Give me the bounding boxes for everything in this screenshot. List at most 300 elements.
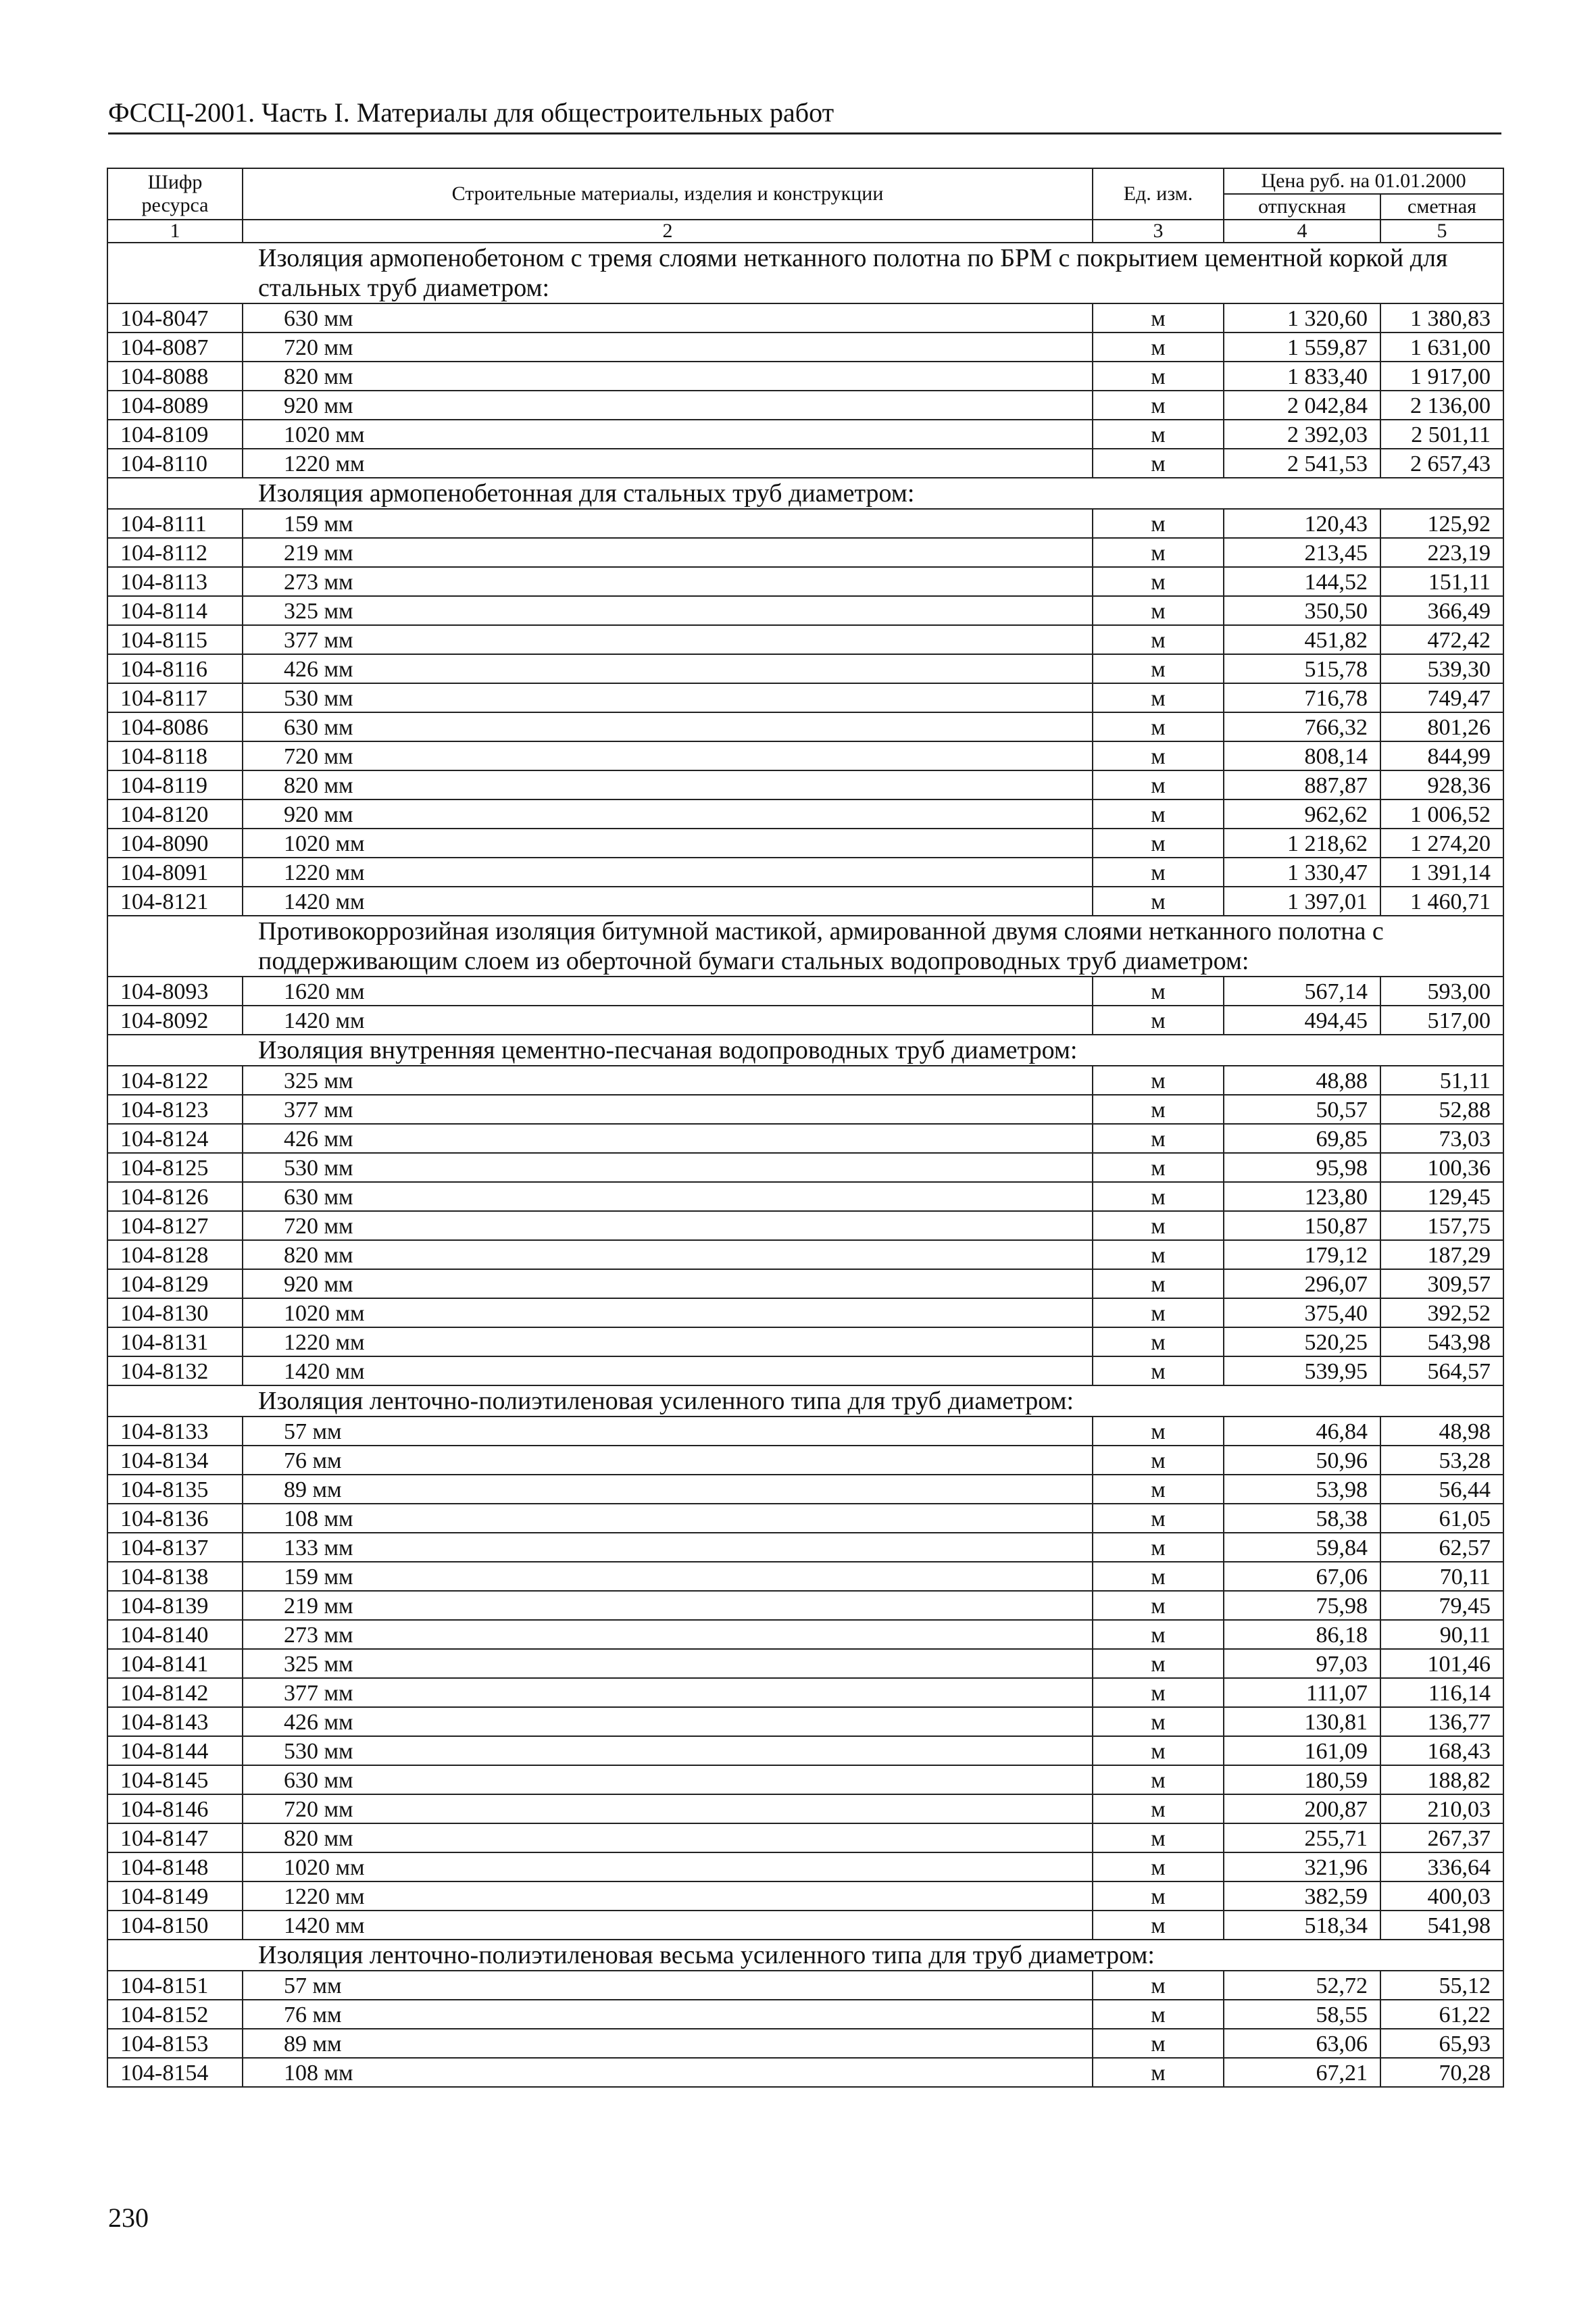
estimate-price: 564,57 <box>1380 1356 1503 1385</box>
unit: м <box>1093 1153 1224 1182</box>
table-row <box>107 858 1503 887</box>
unit: м <box>1093 333 1224 362</box>
table-body <box>107 243 1503 2087</box>
resource-code: 104-8139 <box>107 1591 243 1620</box>
release-price: 1 330,47 <box>1224 858 1380 887</box>
item-name: 1220 мм <box>243 1327 1093 1356</box>
table-row <box>107 741 1503 770</box>
unit: м <box>1093 1417 1224 1446</box>
estimate-price: 51,11 <box>1380 1066 1503 1095</box>
resource-code: 104-8151 <box>107 1971 243 2000</box>
table-row <box>107 1562 1503 1591</box>
estimate-price: 1 460,71 <box>1380 887 1503 916</box>
release-price: 67,06 <box>1224 1562 1380 1591</box>
item-name: 1420 мм <box>243 887 1093 916</box>
section-header-row <box>107 478 1503 509</box>
unit: м <box>1093 2058 1224 2087</box>
table-row <box>107 1971 1503 2000</box>
resource-code: 104-8132 <box>107 1356 243 1385</box>
estimate-price: 267,37 <box>1380 1823 1503 1852</box>
item-name: 76 мм <box>243 1446 1093 1475</box>
header-release-price: отпускная <box>1224 194 1380 220</box>
estimate-price: 1 391,14 <box>1380 858 1503 887</box>
release-price: 515,78 <box>1224 654 1380 683</box>
table-row <box>107 683 1503 712</box>
resource-code: 104-8114 <box>107 596 243 625</box>
item-name: 720 мм <box>243 741 1093 770</box>
item-name: 530 мм <box>243 1736 1093 1765</box>
resource-code: 104-8112 <box>107 538 243 567</box>
item-name: 325 мм <box>243 1066 1093 1095</box>
item-name: 159 мм <box>243 509 1093 538</box>
release-price: 1 320,60 <box>1224 303 1380 333</box>
estimate-price: 53,28 <box>1380 1446 1503 1475</box>
unit: м <box>1093 1591 1224 1620</box>
release-price: 518,34 <box>1224 1911 1380 1940</box>
release-price: 144,52 <box>1224 567 1380 596</box>
item-name: 720 мм <box>243 1794 1093 1823</box>
release-price: 53,98 <box>1224 1475 1380 1504</box>
resource-code: 104-8089 <box>107 391 243 420</box>
section-header-row <box>107 1035 1503 1066</box>
resource-code: 104-8147 <box>107 1823 243 1852</box>
estimate-price: 749,47 <box>1380 683 1503 712</box>
resource-code: 104-8113 <box>107 567 243 596</box>
unit: м <box>1093 1124 1224 1153</box>
release-price: 539,95 <box>1224 1356 1380 1385</box>
release-price: 567,14 <box>1224 977 1380 1006</box>
unit: м <box>1093 1707 1224 1736</box>
item-name: 820 мм <box>243 770 1093 799</box>
item-name: 1020 мм <box>243 420 1093 449</box>
table-row <box>107 829 1503 858</box>
unit: м <box>1093 1327 1224 1356</box>
table-row <box>107 333 1503 362</box>
unit: м <box>1093 683 1224 712</box>
release-price: 1 218,62 <box>1224 829 1380 858</box>
item-name: 820 мм <box>243 1240 1093 1269</box>
release-price: 75,98 <box>1224 1591 1380 1620</box>
estimate-price: 1 631,00 <box>1380 333 1503 362</box>
release-price: 69,85 <box>1224 1124 1380 1153</box>
unit: м <box>1093 1562 1224 1591</box>
resource-code: 104-8131 <box>107 1327 243 1356</box>
unit: м <box>1093 1533 1224 1562</box>
release-price: 716,78 <box>1224 683 1380 712</box>
resource-code: 104-8129 <box>107 1269 243 1298</box>
item-name: 133 мм <box>243 1533 1093 1562</box>
unit: м <box>1093 977 1224 1006</box>
estimate-price: 61,22 <box>1380 2000 1503 2029</box>
table-row <box>107 509 1503 538</box>
table-row <box>107 538 1503 567</box>
header-price: Цена руб. на 01.01.2000 <box>1224 168 1503 194</box>
release-price: 48,88 <box>1224 1066 1380 1095</box>
resource-code: 104-8125 <box>107 1153 243 1182</box>
unit: м <box>1093 1971 1224 2000</box>
section-title: Изоляция армопенобетонная для стальных труб диаметром: <box>107 478 1503 509</box>
unit: м <box>1093 1678 1224 1707</box>
header-name: Строительные материалы, изделия и конструкции <box>243 168 1093 220</box>
estimate-price: 210,03 <box>1380 1794 1503 1823</box>
item-name: 426 мм <box>243 1707 1093 1736</box>
resource-code: 104-8115 <box>107 625 243 654</box>
release-price: 130,81 <box>1224 1707 1380 1736</box>
resource-code: 104-8088 <box>107 362 243 391</box>
column-number: 2 <box>243 220 1093 243</box>
item-name: 377 мм <box>243 1095 1093 1124</box>
table-row <box>107 1417 1503 1446</box>
unit: м <box>1093 391 1224 420</box>
unit: м <box>1093 1240 1224 1269</box>
item-name: 720 мм <box>243 1211 1093 1240</box>
release-price: 321,96 <box>1224 1852 1380 1881</box>
unit: м <box>1093 1269 1224 1298</box>
release-price: 52,72 <box>1224 1971 1380 2000</box>
table-row <box>107 1153 1503 1182</box>
resource-code: 104-8141 <box>107 1649 243 1678</box>
estimate-price: 2 657,43 <box>1380 449 1503 478</box>
unit: м <box>1093 1881 1224 1911</box>
item-name: 1420 мм <box>243 1356 1093 1385</box>
resource-code: 104-8134 <box>107 1446 243 1475</box>
release-price: 111,07 <box>1224 1678 1380 1707</box>
page-title: ФССЦ-2001. Часть I. Материалы для общестроительных работ <box>108 97 834 128</box>
resource-code: 104-8093 <box>107 977 243 1006</box>
release-price: 67,21 <box>1224 2058 1380 2087</box>
estimate-price: 70,28 <box>1380 2058 1503 2087</box>
unit: м <box>1093 712 1224 741</box>
item-name: 630 мм <box>243 712 1093 741</box>
resource-code: 104-8111 <box>107 509 243 538</box>
item-name: 219 мм <box>243 538 1093 567</box>
item-name: 377 мм <box>243 625 1093 654</box>
table-row <box>107 977 1503 1006</box>
release-price: 123,80 <box>1224 1182 1380 1211</box>
resource-code: 104-8124 <box>107 1124 243 1153</box>
unit: м <box>1093 1356 1224 1385</box>
release-price: 58,38 <box>1224 1504 1380 1533</box>
table-row <box>107 1475 1503 1504</box>
table-row <box>107 1327 1503 1356</box>
unit: м <box>1093 1298 1224 1327</box>
estimate-price: 100,36 <box>1380 1153 1503 1182</box>
release-price: 1 833,40 <box>1224 362 1380 391</box>
unit: м <box>1093 449 1224 478</box>
estimate-price: 61,05 <box>1380 1504 1503 1533</box>
table-row <box>107 1765 1503 1794</box>
table-row <box>107 770 1503 799</box>
estimate-price: 517,00 <box>1380 1006 1503 1035</box>
header-code: Шифр ресурса <box>107 168 243 220</box>
resource-code: 104-8149 <box>107 1881 243 1911</box>
release-price: 887,87 <box>1224 770 1380 799</box>
page-number: 230 <box>108 2202 149 2233</box>
release-price: 494,45 <box>1224 1006 1380 1035</box>
release-price: 86,18 <box>1224 1620 1380 1649</box>
unit: м <box>1093 1649 1224 1678</box>
item-name: 426 мм <box>243 1124 1093 1153</box>
resource-code: 104-8087 <box>107 333 243 362</box>
unit: м <box>1093 1794 1224 1823</box>
unit: м <box>1093 858 1224 887</box>
section-header-row <box>107 1385 1503 1417</box>
table-row <box>107 654 1503 683</box>
resource-code: 104-8140 <box>107 1620 243 1649</box>
table-head <box>107 168 1503 243</box>
item-name: 108 мм <box>243 1504 1093 1533</box>
resource-code: 104-8092 <box>107 1006 243 1035</box>
estimate-price: 844,99 <box>1380 741 1503 770</box>
unit: м <box>1093 799 1224 829</box>
price-table <box>107 168 1504 2088</box>
item-name: 325 мм <box>243 596 1093 625</box>
table-row <box>107 1736 1503 1765</box>
item-name: 1420 мм <box>243 1911 1093 1940</box>
item-name: 1220 мм <box>243 449 1093 478</box>
release-price: 46,84 <box>1224 1417 1380 1446</box>
release-price: 350,50 <box>1224 596 1380 625</box>
release-price: 1 397,01 <box>1224 887 1380 916</box>
resource-code: 104-8144 <box>107 1736 243 1765</box>
table-row <box>107 596 1503 625</box>
table-row <box>107 1911 1503 1940</box>
release-price: 180,59 <box>1224 1765 1380 1794</box>
estimate-price: 101,46 <box>1380 1649 1503 1678</box>
unit: м <box>1093 1095 1224 1124</box>
page-header <box>108 96 1501 134</box>
estimate-price: 157,75 <box>1380 1211 1503 1240</box>
column-number: 1 <box>107 220 243 243</box>
estimate-price: 125,92 <box>1380 509 1503 538</box>
table-row <box>107 1591 1503 1620</box>
resource-code: 104-8123 <box>107 1095 243 1124</box>
release-price: 213,45 <box>1224 538 1380 567</box>
item-name: 820 мм <box>243 362 1093 391</box>
release-price: 120,43 <box>1224 509 1380 538</box>
resource-code: 104-8130 <box>107 1298 243 1327</box>
item-name: 920 мм <box>243 1269 1093 1298</box>
estimate-price: 55,12 <box>1380 1971 1503 2000</box>
table-row <box>107 887 1503 916</box>
item-name: 720 мм <box>243 333 1093 362</box>
resource-code: 104-8122 <box>107 1066 243 1095</box>
unit: м <box>1093 741 1224 770</box>
resource-code: 104-8127 <box>107 1211 243 1240</box>
release-price: 2 392,03 <box>1224 420 1380 449</box>
header-unit: Ед. изм. <box>1093 168 1224 220</box>
table-row <box>107 2029 1503 2058</box>
unit: м <box>1093 1823 1224 1852</box>
resource-code: 104-8091 <box>107 858 243 887</box>
resource-code: 104-8120 <box>107 799 243 829</box>
estimate-price: 223,19 <box>1380 538 1503 567</box>
table-row <box>107 1240 1503 1269</box>
estimate-price: 116,14 <box>1380 1678 1503 1707</box>
item-name: 1020 мм <box>243 829 1093 858</box>
table-row <box>107 391 1503 420</box>
section-title: Изоляция ленточно-полиэтиленовая весьма усиленного типа для труб диаметром: <box>107 1940 1503 1971</box>
table-row <box>107 1794 1503 1823</box>
table-row <box>107 799 1503 829</box>
estimate-price: 136,77 <box>1380 1707 1503 1736</box>
unit: м <box>1093 303 1224 333</box>
unit: м <box>1093 567 1224 596</box>
resource-code: 104-8133 <box>107 1417 243 1446</box>
release-price: 58,55 <box>1224 2000 1380 2029</box>
table-row <box>107 1124 1503 1153</box>
section-title: Изоляция внутренняя цементно-песчаная водопроводных труб диаметром: <box>107 1035 1503 1066</box>
estimate-price: 928,36 <box>1380 770 1503 799</box>
estimate-price: 48,98 <box>1380 1417 1503 1446</box>
resource-code: 104-8152 <box>107 2000 243 2029</box>
estimate-price: 543,98 <box>1380 1327 1503 1356</box>
release-price: 296,07 <box>1224 1269 1380 1298</box>
column-number: 3 <box>1093 220 1224 243</box>
resource-code: 104-8128 <box>107 1240 243 1269</box>
table-row <box>107 1852 1503 1881</box>
unit: м <box>1093 1475 1224 1504</box>
table-row <box>107 1269 1503 1298</box>
estimate-price: 129,45 <box>1380 1182 1503 1211</box>
unit: м <box>1093 887 1224 916</box>
column-number: 4 <box>1224 220 1380 243</box>
release-price: 766,32 <box>1224 712 1380 741</box>
unit: м <box>1093 1852 1224 1881</box>
resource-code: 104-8142 <box>107 1678 243 1707</box>
release-price: 200,87 <box>1224 1794 1380 1823</box>
unit: м <box>1093 770 1224 799</box>
unit: м <box>1093 1446 1224 1475</box>
section-title: Изоляция ленточно-полиэтиленовая усиленного типа для труб диаметром: <box>107 1385 1503 1417</box>
table-row <box>107 362 1503 391</box>
table-row <box>107 567 1503 596</box>
release-price: 161,09 <box>1224 1736 1380 1765</box>
estimate-price: 336,64 <box>1380 1852 1503 1881</box>
estimate-price: 73,03 <box>1380 1124 1503 1153</box>
resource-code: 104-8119 <box>107 770 243 799</box>
unit: м <box>1093 1765 1224 1794</box>
estimate-price: 472,42 <box>1380 625 1503 654</box>
section-header-row <box>107 243 1503 303</box>
resource-code: 104-8145 <box>107 1765 243 1794</box>
estimate-price: 56,44 <box>1380 1475 1503 1504</box>
unit: м <box>1093 2029 1224 2058</box>
item-name: 273 мм <box>243 567 1093 596</box>
resource-code: 104-8109 <box>107 420 243 449</box>
column-number: 5 <box>1380 220 1503 243</box>
resource-code: 104-8143 <box>107 1707 243 1736</box>
estimate-price: 593,00 <box>1380 977 1503 1006</box>
estimate-price: 2 501,11 <box>1380 420 1503 449</box>
resource-code: 104-8154 <box>107 2058 243 2087</box>
unit: м <box>1093 625 1224 654</box>
resource-code: 104-8118 <box>107 741 243 770</box>
table-row <box>107 1504 1503 1533</box>
item-name: 426 мм <box>243 654 1093 683</box>
resource-code: 104-8117 <box>107 683 243 712</box>
unit: м <box>1093 1736 1224 1765</box>
item-name: 76 мм <box>243 2000 1093 2029</box>
unit: м <box>1093 1211 1224 1240</box>
item-name: 630 мм <box>243 1182 1093 1211</box>
estimate-price: 539,30 <box>1380 654 1503 683</box>
release-price: 50,57 <box>1224 1095 1380 1124</box>
table-row <box>107 1006 1503 1035</box>
release-price: 808,14 <box>1224 741 1380 770</box>
release-price: 50,96 <box>1224 1446 1380 1475</box>
unit: м <box>1093 1620 1224 1649</box>
price-table-container <box>107 168 1503 2088</box>
resource-code: 104-8150 <box>107 1911 243 1940</box>
section-title: Противокоррозийная изоляция битумной мастикой, армированной двумя слоями нетканного полотна с поддерживающим слоем из оберточной бумаги стальных водопроводных труб диаметром: <box>107 916 1503 977</box>
release-price: 97,03 <box>1224 1649 1380 1678</box>
item-name: 57 мм <box>243 1417 1093 1446</box>
item-name: 1020 мм <box>243 1852 1093 1881</box>
estimate-price: 188,82 <box>1380 1765 1503 1794</box>
item-name: 108 мм <box>243 2058 1093 2087</box>
resource-code: 104-8126 <box>107 1182 243 1211</box>
unit: м <box>1093 1006 1224 1035</box>
table-row <box>107 1881 1503 1911</box>
estimate-price: 79,45 <box>1380 1591 1503 1620</box>
table-row <box>107 1678 1503 1707</box>
table-row <box>107 712 1503 741</box>
unit: м <box>1093 538 1224 567</box>
estimate-price: 90,11 <box>1380 1620 1503 1649</box>
table-row <box>107 1446 1503 1475</box>
release-price: 520,25 <box>1224 1327 1380 1356</box>
resource-code: 104-8121 <box>107 887 243 916</box>
estimate-price: 52,88 <box>1380 1095 1503 1124</box>
release-price: 451,82 <box>1224 625 1380 654</box>
resource-code: 104-8086 <box>107 712 243 741</box>
resource-code: 104-8153 <box>107 2029 243 2058</box>
estimate-price: 392,52 <box>1380 1298 1503 1327</box>
resource-code: 104-8135 <box>107 1475 243 1504</box>
item-name: 530 мм <box>243 683 1093 712</box>
table-row <box>107 1649 1503 1678</box>
item-name: 820 мм <box>243 1823 1093 1852</box>
item-name: 1220 мм <box>243 858 1093 887</box>
resource-code: 104-8090 <box>107 829 243 858</box>
estimate-price: 1 274,20 <box>1380 829 1503 858</box>
item-name: 920 мм <box>243 799 1093 829</box>
item-name: 530 мм <box>243 1153 1093 1182</box>
release-price: 95,98 <box>1224 1153 1380 1182</box>
item-name: 1420 мм <box>243 1006 1093 1035</box>
estimate-price: 151,11 <box>1380 567 1503 596</box>
estimate-price: 65,93 <box>1380 2029 1503 2058</box>
estimate-price: 62,57 <box>1380 1533 1503 1562</box>
release-price: 255,71 <box>1224 1823 1380 1852</box>
estimate-price: 1 917,00 <box>1380 362 1503 391</box>
estimate-price: 309,57 <box>1380 1269 1503 1298</box>
release-price: 150,87 <box>1224 1211 1380 1240</box>
header-estimate-price: сметная <box>1380 194 1503 220</box>
item-name: 57 мм <box>243 1971 1093 2000</box>
table-row <box>107 1095 1503 1124</box>
unit: м <box>1093 420 1224 449</box>
unit: м <box>1093 2000 1224 2029</box>
resource-code: 104-8148 <box>107 1852 243 1881</box>
unit: м <box>1093 509 1224 538</box>
table-row <box>107 1356 1503 1385</box>
item-name: 1020 мм <box>243 1298 1093 1327</box>
resource-code: 104-8136 <box>107 1504 243 1533</box>
item-name: 630 мм <box>243 303 1093 333</box>
unit: м <box>1093 1911 1224 1940</box>
